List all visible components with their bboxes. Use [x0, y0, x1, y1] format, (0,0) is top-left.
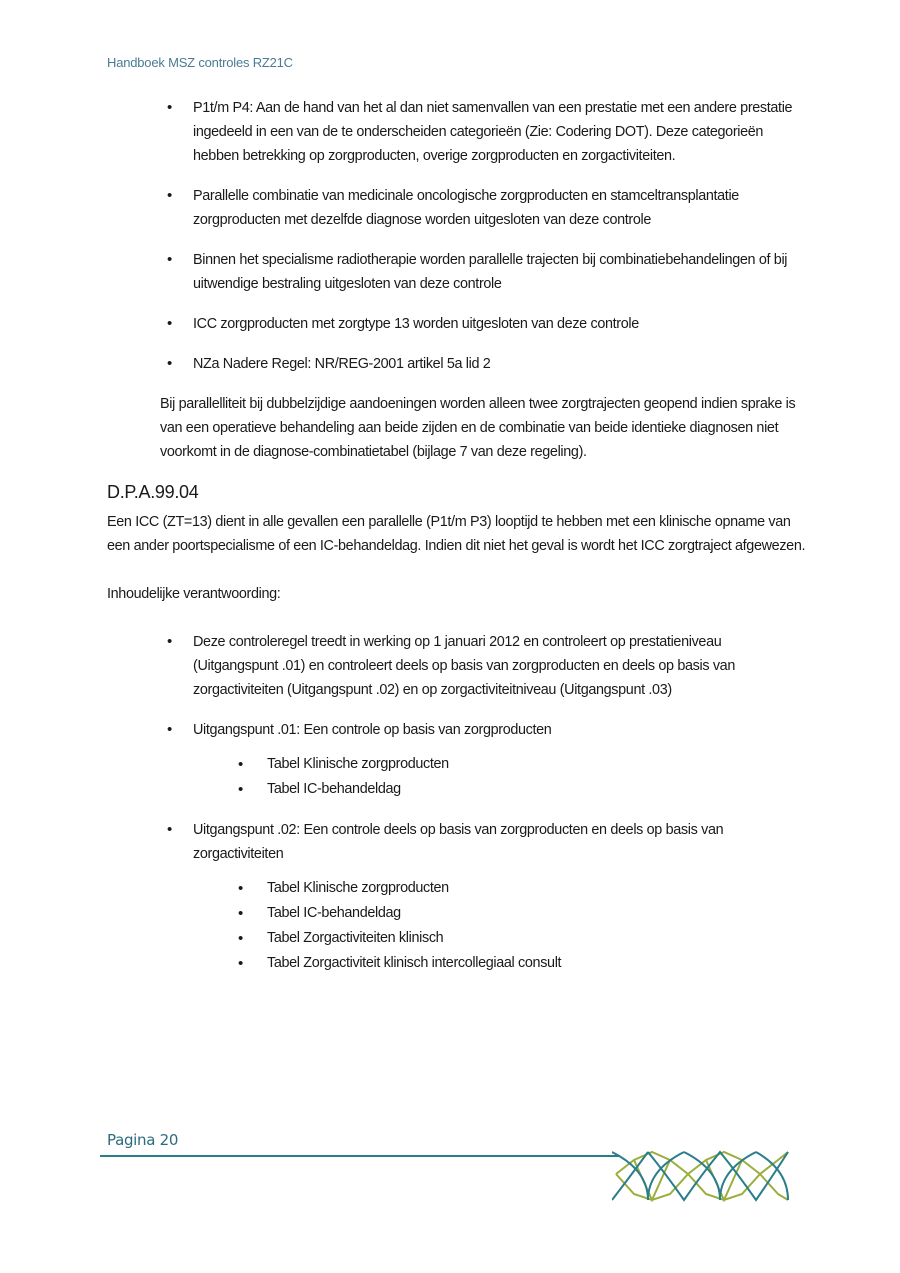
bullet-item: • Deze controleregel treedt in werking op 1 januari 2012 en controleert op prestatieniveau (Uitgangspunt .01) en controleert deels op basis van zorgproducten en deels op basis van zorgactiviteiten (Uitgangspunt .02) en op zorgactiviteitniveau (Uitgangspunt .03)	[107, 630, 807, 702]
bullet-item: • Uitgangspunt .02: Een controle deels op basis van zorgproducten en deels op basis van zorgactiviteiten	[107, 818, 807, 866]
bullet-item: • P1t/m P4: Aan de hand van het al dan niet samenvallen van een prestatie met een andere prestatie ingedeeld in een van de te onderscheiden categorieën (Zie: Codering DOT). Deze categorieën hebben betrekking op zorgproducten, overige zorgproducten en zorgactiviteiten.	[107, 96, 807, 168]
sub-list	[107, 876, 807, 976]
bullet-item: • ICC zorgproducten met zorgtype 13 worden uitgesloten van deze controle	[107, 312, 807, 336]
parallel-note: Bij parallelliteit bij dubbelzijdige aandoeningen worden alleen twee zorgtrajecten geopend indien sprake is van een operatieve behandeling aan beide zijden en de combinatie van beide identieke diagnosen niet voorkomt in de diagnose-combinatietabel (bijlage 7 van deze regeling).	[160, 396, 796, 460]
running-header: Handboek MSZ controles RZ21C	[107, 55, 293, 70]
sub-bullet-item: • Tabel IC-behandeldag	[107, 901, 807, 926]
page-number: Pagina 20	[107, 1131, 179, 1149]
bullet-item: • NZa Nadere Regel: NR/REG-2001 artikel 5a lid 2	[107, 352, 807, 376]
logo-teal-arc	[684, 1152, 756, 1200]
sub-bullet-item: • Tabel Klinische zorgproducten	[107, 876, 807, 901]
sub-bullet-item: • Tabel Zorgactiviteit klinisch intercollegiaal consult	[107, 951, 807, 976]
decorative-interlace-logo-icon	[612, 1150, 792, 1202]
sub-bullet-item: • Tabel IC-behandeldag	[107, 777, 807, 802]
logo-teal-arc	[612, 1152, 684, 1200]
bullet-item: • Parallelle combinatie van medicinale oncologische zorgproducten en stamceltransplantatie zorgproducten met dezelfde diagnose worden uitgesloten van deze controle	[107, 184, 807, 232]
footer-divider	[100, 1155, 620, 1157]
sub-bullet-item: • Tabel Zorgactiviteiten klinisch	[107, 926, 807, 951]
bullet-item: • Binnen het specialisme radiotherapie worden parallelle trajecten bij combinatiebehandelingen of bij uitwendige bestraling uitgesloten van deze controle	[107, 248, 807, 296]
bullet-item: • Uitgangspunt .01: Een controle op basis van zorgproducten	[107, 718, 807, 742]
sub-list	[107, 752, 807, 802]
section-heading: D.P.A.99.04	[107, 482, 199, 502]
justification-label: Inhoudelijke verantwoording:	[107, 586, 281, 602]
sub-bullet-item: • Tabel Klinische zorgproducten	[107, 752, 807, 777]
page-content	[107, 96, 807, 992]
section-description: Een ICC (ZT=13) dient in alle gevallen een parallelle (P1t/m P3) looptijd te hebben met een klinische opname van een ander poortspecialisme of een IC-behandeldag. Indien dit niet het geval is wordt het ICC zorgtraject afgewezen.	[107, 514, 806, 554]
